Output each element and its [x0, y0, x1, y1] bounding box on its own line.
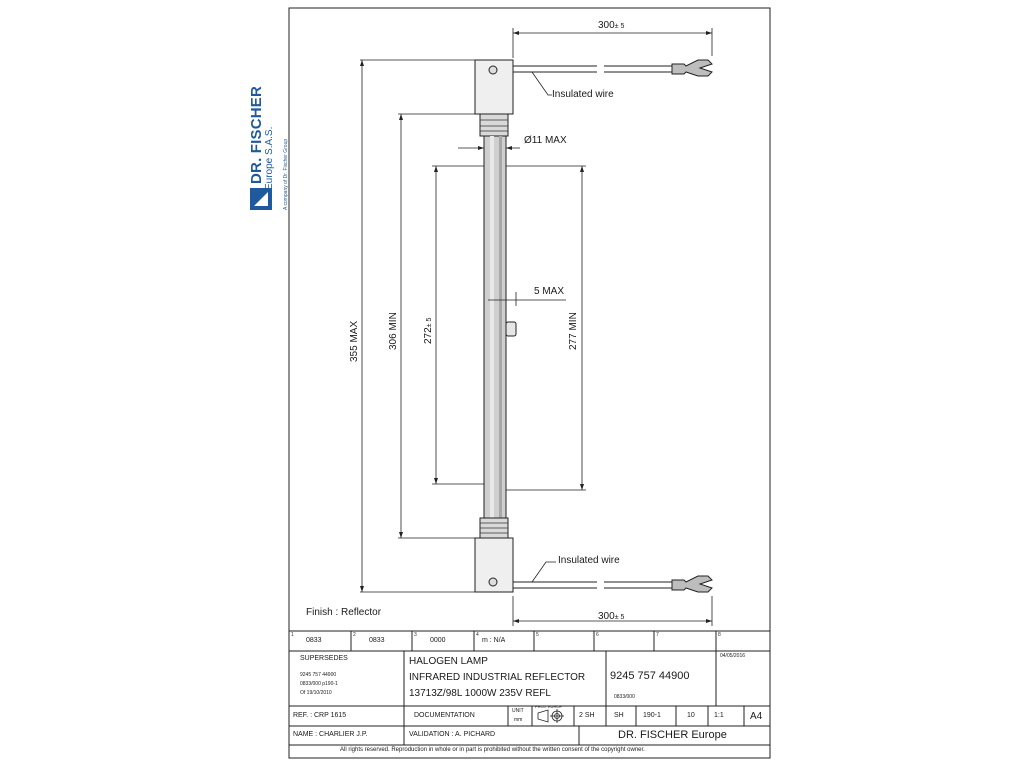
drawing-title-line2: INFRARED INDUSTRIAL REFLECTOR	[409, 672, 586, 683]
rev-col-3-num: 3	[414, 632, 417, 638]
projection-label: PROJ. EUROP	[535, 704, 563, 709]
top-fork-terminal-icon	[672, 60, 712, 76]
drawing-date: 04/05/2016	[720, 653, 746, 659]
top-screw-icon	[489, 66, 497, 74]
bottom-wire-tolerance: ± 5	[614, 614, 625, 621]
rev-col-1-num: 1	[291, 632, 294, 638]
paper-size: A4	[750, 711, 763, 722]
supersedes-doc: 0833/000 p190-1	[300, 681, 338, 687]
part-sub-number: 0833/000	[614, 694, 635, 700]
dim-272-label	[423, 318, 434, 344]
company-tagline: A company of Dr. Fischer Group	[283, 138, 289, 210]
dim-355-label: 355 MAX	[349, 320, 360, 362]
reference: REF. : CRP 1615	[293, 712, 347, 719]
drafter-name: NAME : CHARLIER J.P.	[293, 731, 368, 738]
supersedes-label: SUPERSEDES	[300, 655, 348, 662]
rev-col-4-val: m : N/A	[482, 637, 506, 644]
rev-col-4-num: 4	[476, 632, 479, 638]
drawing-title-line1: HALOGEN LAMP	[409, 656, 488, 667]
dim-272-tolerance: ± 5	[426, 317, 433, 328]
top-wire-length-label	[598, 20, 624, 31]
top-wire-tolerance: ± 5	[614, 23, 625, 30]
rev-col-2-num: 2	[353, 632, 356, 638]
top-wire-length: 300	[598, 20, 615, 31]
dim-277-label: 277 MIN	[568, 312, 579, 350]
sheet-number: 190-1	[643, 712, 661, 719]
documentation-label: DOCUMENTATION	[414, 712, 475, 719]
supersedes-date: Of 19/10/2010	[300, 690, 332, 696]
top-end-cap	[480, 114, 508, 136]
rev-col-1-b: 0833	[369, 637, 385, 644]
unit-value: mm	[514, 717, 523, 723]
company-name: DR. FISCHER	[248, 85, 265, 184]
company-entity: Europe S.A.S.	[264, 126, 275, 190]
rev-col-5-num: 5	[536, 632, 539, 638]
dim-272-value: 272	[423, 327, 434, 344]
validation-name: VALIDATION : A. PICHARD	[409, 731, 496, 738]
rev-col-8-num: 8	[718, 632, 721, 638]
five-max-label: 5 MAX	[534, 286, 565, 297]
tube-nub	[506, 322, 516, 336]
rev-col-6-num: 6	[596, 632, 599, 638]
bottom-wire-length: 300	[598, 611, 615, 622]
sheet-ten: 10	[687, 712, 695, 719]
drawing-title-line3: 13713Z/98L 1000W 235V REFL	[409, 688, 551, 699]
finish-label: Finish : Reflector	[306, 607, 382, 618]
insulated-wire-bottom-label: Insulated wire	[558, 555, 620, 566]
sheets-count: 2 SH	[579, 712, 595, 719]
scale-value: 1:1	[714, 712, 724, 719]
rev-col-3-val: 0000	[430, 637, 446, 644]
rev-col-1-a: 0833	[306, 637, 322, 644]
sheet-label: SH	[614, 712, 624, 719]
part-number: 9245 757 44900	[610, 670, 690, 682]
company-footer: DR. FISCHER Europe	[618, 729, 727, 741]
dim-306-label: 306 MIN	[388, 312, 399, 350]
projection-symbol-icon	[538, 709, 564, 723]
diameter-label: Ø11 MAX	[524, 135, 567, 146]
lamp-tube	[484, 136, 506, 518]
supersedes-ref: 9245 757 44900	[300, 672, 337, 678]
copyright-notice: All rights reserved. Reproduction in whole or in part is prohibited without the written consent of the copyright owner.	[340, 747, 645, 753]
bottom-wire-length-label	[598, 611, 624, 622]
bottom-screw-icon	[489, 578, 497, 586]
rev-col-7-num: 7	[656, 632, 659, 638]
drawing-frame	[289, 8, 770, 758]
bottom-fork-terminal-icon	[672, 576, 712, 592]
insulated-wire-top-label: Insulated wire	[552, 89, 614, 100]
unit-label: UNIT	[512, 708, 524, 714]
